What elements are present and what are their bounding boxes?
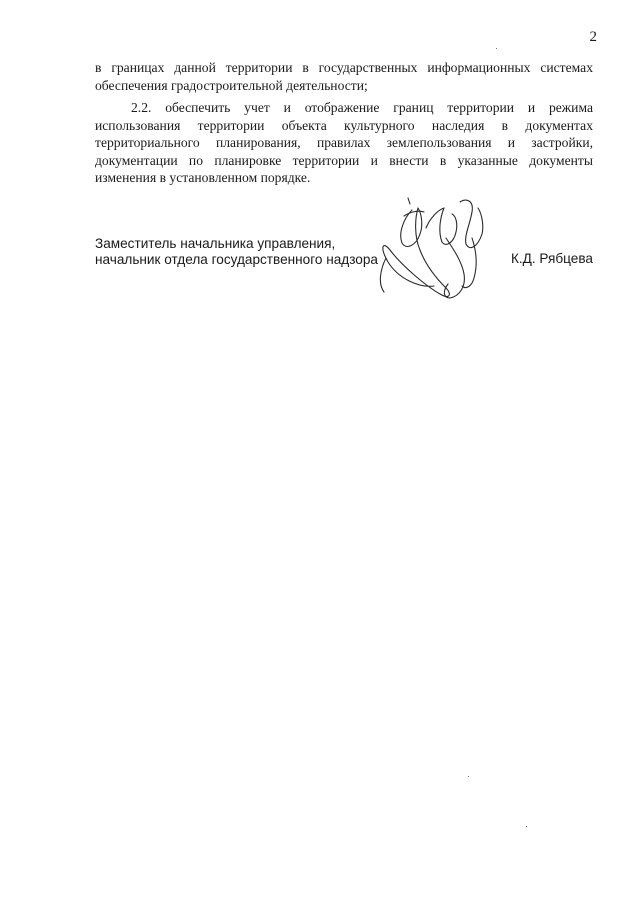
paragraph-line: территориального планирования, правилах землепользования и застройки, xyxy=(95,135,593,151)
page-number: 2 xyxy=(589,29,597,45)
scan-speck xyxy=(526,826,527,827)
signatory-name: К.Д. Рябцева xyxy=(510,251,593,266)
scan-speck xyxy=(468,776,469,777)
paragraph-2 xyxy=(95,99,593,187)
handwritten-signature xyxy=(368,188,498,313)
signatory-title xyxy=(95,236,378,267)
paragraph-1 xyxy=(95,59,593,94)
paragraph-line: обеспечения градостроительной деятельности; xyxy=(95,77,368,93)
paragraph-line: в границах данной территории в государственных информационных системах xyxy=(95,60,593,75)
scan-speck xyxy=(496,48,497,49)
paragraph-line: 2.2. обеспечить учет и отображение границ территории и режима xyxy=(131,100,593,115)
signatory-title-line-2: начальник отдела государственного надзора xyxy=(95,251,378,267)
paragraph-line: изменения в установленном порядке. xyxy=(95,170,311,186)
paragraph-line: использования территории объекта культурного наследия в документах xyxy=(95,117,593,133)
paragraph-line: документации по планировке территории и внести в указанные документы xyxy=(95,152,593,168)
signatory-title-line-1: Заместитель начальника управления, xyxy=(95,236,336,251)
